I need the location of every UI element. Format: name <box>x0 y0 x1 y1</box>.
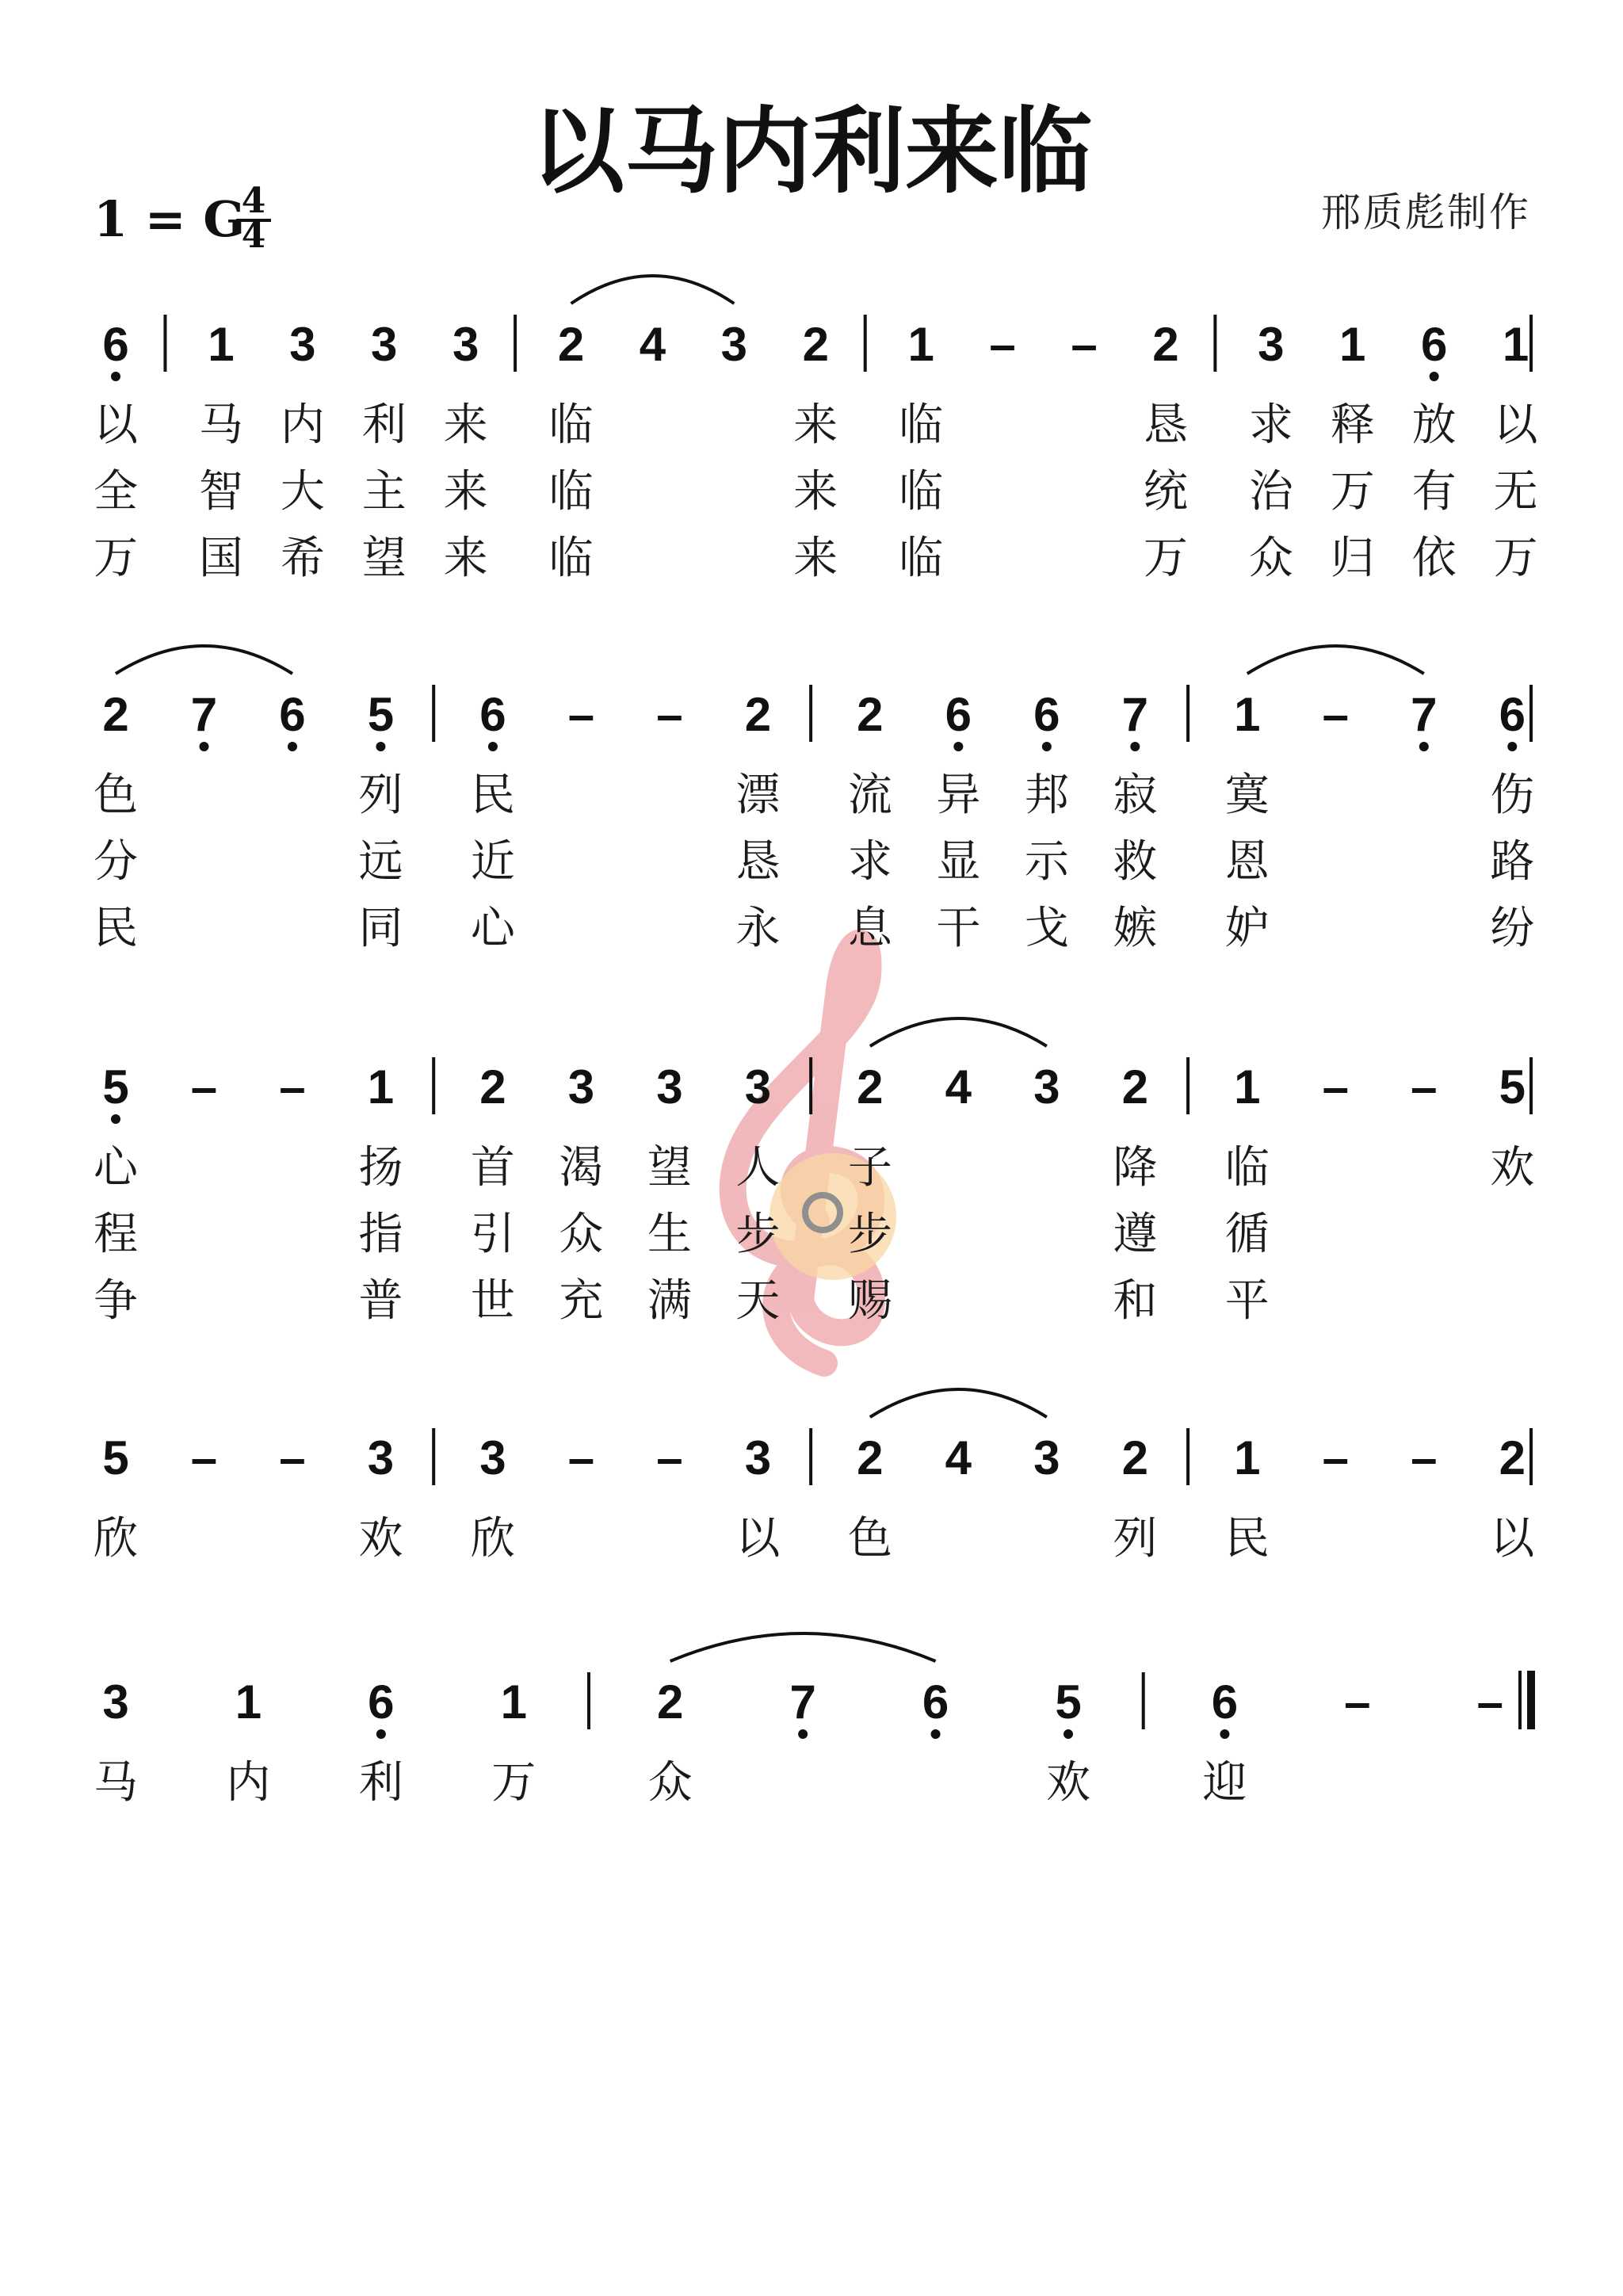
lyric-char: 永 <box>735 903 781 954</box>
note-dash: – <box>989 318 1016 371</box>
lyric-char: 满 <box>647 1275 692 1327</box>
lyric-char: 希 <box>280 533 325 584</box>
note-numeral: 1 <box>907 318 934 371</box>
lyric-char: 临 <box>548 533 594 584</box>
lyric-char: 循 <box>1224 1209 1270 1260</box>
note-numeral: 6 <box>1211 1675 1239 1729</box>
slur <box>571 276 735 304</box>
note-dash: – <box>190 1060 218 1114</box>
lyric-char: 利 <box>361 399 407 451</box>
note-numeral: 2 <box>857 1060 884 1114</box>
note-dash: – <box>1322 1431 1349 1484</box>
note-numeral: 3 <box>371 318 398 371</box>
lyric-char: 伤 <box>1490 770 1535 821</box>
lower-octave-dot <box>199 742 208 751</box>
note-numeral: 2 <box>479 1060 506 1114</box>
lyric-char: 临 <box>899 399 944 451</box>
note-numeral: 4 <box>639 318 666 371</box>
lyric-char: 心 <box>94 1142 138 1194</box>
note-numeral: 4 <box>945 1060 972 1114</box>
lyric-char: 充 <box>559 1275 604 1327</box>
lyric-char: 迎 <box>1202 1757 1247 1809</box>
note-numeral: 1 <box>1234 1431 1261 1484</box>
lyric-char: 民 <box>1224 1513 1270 1564</box>
lyric-char: 众 <box>559 1209 604 1260</box>
lyric-char: 主 <box>361 466 407 518</box>
note-numeral: 2 <box>857 688 884 741</box>
lyric-char: 归 <box>1330 533 1375 584</box>
lyric-char: 大 <box>280 466 325 518</box>
note-numeral: 3 <box>452 318 479 371</box>
lyric-char: 众 <box>1248 533 1293 584</box>
note-numeral: 6 <box>479 688 506 741</box>
lyric-char: 内 <box>226 1757 271 1809</box>
lyric-char: 欣 <box>470 1513 515 1564</box>
lyric-char: 近 <box>470 836 515 888</box>
lyric-char: 临 <box>548 466 594 518</box>
key-signature: 1 = G <box>94 190 246 248</box>
note-numeral: 6 <box>1033 688 1060 741</box>
lyric-char: 流 <box>847 770 892 821</box>
lyric-char: 欢 <box>1490 1142 1535 1194</box>
lyric-char: 程 <box>94 1209 138 1260</box>
note-numeral: 2 <box>802 318 829 371</box>
lower-octave-dot <box>1430 372 1439 381</box>
note-numeral: 4 <box>945 1431 972 1484</box>
author-credit: 邢质彪制作 <box>1321 189 1531 235</box>
lyric-char: 步 <box>847 1209 892 1260</box>
lyric-char: 利 <box>358 1757 403 1809</box>
note-numeral: 5 <box>1499 1060 1526 1114</box>
system-2 <box>94 646 1534 954</box>
lyric-char: 救 <box>1113 836 1158 888</box>
note-numeral: 1 <box>1234 1060 1261 1114</box>
note-numeral: 2 <box>557 318 585 371</box>
note-dash: – <box>1322 688 1349 741</box>
note-dash: – <box>279 1431 306 1484</box>
note-dash: – <box>1476 1675 1503 1729</box>
note-numeral: 3 <box>289 318 316 371</box>
lyric-char: 争 <box>94 1275 138 1327</box>
lyric-char: 求 <box>1248 399 1293 451</box>
note-numeral: 3 <box>1033 1431 1060 1484</box>
note-numeral: 6 <box>279 688 306 741</box>
note-numeral: 6 <box>945 688 972 741</box>
lower-octave-dot <box>288 742 297 751</box>
note-numeral: 7 <box>1121 688 1149 741</box>
lyric-char: 国 <box>198 533 243 584</box>
lyric-char: 马 <box>94 1757 138 1809</box>
note-numeral: 2 <box>1121 1060 1149 1114</box>
lyric-char: 治 <box>1248 466 1293 518</box>
lyric-char: 万 <box>94 533 138 584</box>
lyric-char: 赐 <box>847 1275 892 1327</box>
lyric-char: 放 <box>1411 399 1457 451</box>
note-dash: – <box>656 688 683 741</box>
slur <box>870 1018 1047 1046</box>
note-numeral: 1 <box>500 1675 527 1729</box>
lyric-char: 步 <box>735 1209 781 1260</box>
lower-octave-dot <box>1419 742 1429 751</box>
note-dash: – <box>1071 318 1098 371</box>
note-numeral: 2 <box>102 688 129 741</box>
lyric-char: 万 <box>1143 533 1188 584</box>
note-numeral: 3 <box>656 1060 683 1114</box>
lyric-char: 降 <box>1113 1142 1158 1194</box>
lyric-char: 妒 <box>1224 903 1270 954</box>
note-numeral: 7 <box>1411 688 1438 741</box>
lyric-char: 色 <box>94 770 138 821</box>
lyric-char: 嫉 <box>1113 903 1158 954</box>
note-numeral: 7 <box>789 1675 816 1729</box>
lyric-char: 渴 <box>559 1142 604 1194</box>
note-numeral: 2 <box>1152 318 1179 371</box>
note-numeral: 5 <box>367 688 395 741</box>
system-5 <box>94 1633 1531 1809</box>
note-numeral: 3 <box>567 1060 595 1114</box>
note-numeral: 5 <box>102 1431 129 1484</box>
note-numeral: 3 <box>102 1675 129 1729</box>
lyric-char: 漂 <box>735 770 781 821</box>
note-numeral: 3 <box>720 318 748 371</box>
lyric-char: 戈 <box>1024 903 1069 954</box>
lyric-char: 邦 <box>1024 770 1069 821</box>
system-4 <box>94 1389 1536 1564</box>
lower-octave-dot <box>376 742 385 751</box>
note-numeral: 3 <box>479 1431 506 1484</box>
lyric-char: 首 <box>470 1142 515 1194</box>
slur <box>670 1633 936 1661</box>
note-numeral: 1 <box>1339 318 1366 371</box>
lyric-char: 息 <box>847 903 892 954</box>
note-numeral: 2 <box>1499 1431 1526 1484</box>
lower-octave-dot <box>376 1729 386 1739</box>
note-numeral: 1 <box>208 318 235 371</box>
lyric-char: 来 <box>443 533 488 584</box>
lyric-char: 以 <box>1493 399 1538 451</box>
lyric-char: 纷 <box>1490 903 1535 954</box>
note-numeral: 3 <box>1258 318 1285 371</box>
note-dash: – <box>567 688 595 741</box>
note-dash: – <box>1322 1060 1349 1114</box>
note-numeral: 6 <box>102 318 129 371</box>
lyric-char: 列 <box>358 770 403 821</box>
lyric-char: 民 <box>470 770 515 821</box>
lyric-char: 列 <box>1113 1513 1158 1564</box>
note-numeral: 6 <box>1499 688 1526 741</box>
lyric-char: 临 <box>1224 1142 1270 1194</box>
lyric-char: 异 <box>936 770 981 821</box>
song-title: 以马内利来临 <box>530 96 1093 206</box>
lyric-char: 众 <box>647 1757 693 1809</box>
lower-octave-dot <box>488 742 498 751</box>
lyric-char: 人 <box>735 1142 781 1194</box>
note-numeral: 3 <box>367 1431 395 1484</box>
lower-octave-dot <box>111 1114 120 1124</box>
lyric-char: 寂 <box>1113 770 1158 821</box>
lower-octave-dot <box>111 372 120 381</box>
lyric-char: 求 <box>847 836 892 888</box>
lyric-char: 恳 <box>735 836 781 888</box>
lyric-char: 以 <box>735 1513 781 1564</box>
lyric-char: 全 <box>94 466 138 518</box>
lyric-char: 临 <box>899 533 944 584</box>
lyric-char: 寞 <box>1224 770 1270 821</box>
lyric-char: 恩 <box>1224 836 1270 888</box>
lyric-char: 干 <box>936 903 981 954</box>
note-dash: – <box>1411 1060 1438 1114</box>
note-numeral: 7 <box>190 688 218 741</box>
lyric-char: 色 <box>847 1513 892 1564</box>
lyric-char: 同 <box>358 903 403 954</box>
lyric-char: 分 <box>94 836 138 888</box>
lower-octave-dot <box>1064 1729 1073 1739</box>
lyric-char: 依 <box>1411 533 1457 584</box>
lyric-char: 以 <box>1490 1513 1535 1564</box>
note-numeral: 1 <box>1234 688 1261 741</box>
time-signature-bottom: 4 <box>241 216 266 256</box>
lower-octave-dot <box>1130 742 1140 751</box>
lyric-char: 万 <box>1493 533 1538 584</box>
slur <box>870 1389 1047 1417</box>
lyric-char: 欣 <box>94 1513 138 1564</box>
lyric-char: 来 <box>443 399 488 451</box>
note-numeral: 5 <box>1055 1675 1082 1729</box>
lyric-char: 民 <box>94 903 138 954</box>
lower-octave-dot <box>798 1729 808 1739</box>
time-signature-top: 4 <box>241 181 266 221</box>
note-numeral: 6 <box>368 1675 395 1729</box>
note-numeral: 3 <box>1033 1060 1060 1114</box>
lyric-char: 内 <box>280 399 325 451</box>
lyric-char: 平 <box>1224 1275 1270 1327</box>
lyric-char: 无 <box>1493 466 1538 518</box>
lyric-char: 普 <box>358 1275 403 1327</box>
lyric-char: 有 <box>1411 466 1457 518</box>
slur <box>1247 646 1424 674</box>
note-dash: – <box>1344 1675 1371 1729</box>
lyric-char: 扬 <box>358 1142 403 1194</box>
note-numeral: 3 <box>744 1060 772 1114</box>
note-dash: – <box>567 1431 595 1484</box>
lyric-char: 释 <box>1330 399 1375 451</box>
lower-octave-dot <box>931 1729 941 1739</box>
lyric-char: 万 <box>1330 466 1375 518</box>
note-numeral: 2 <box>744 688 772 741</box>
lyric-char: 来 <box>793 399 838 451</box>
lyric-char: 指 <box>358 1209 403 1260</box>
lyric-char: 临 <box>548 399 594 451</box>
note-numeral: 1 <box>235 1675 262 1729</box>
note-numeral: 2 <box>857 1431 884 1484</box>
lyric-char: 天 <box>735 1275 781 1327</box>
note-dash: – <box>190 1431 218 1484</box>
slur <box>116 646 292 674</box>
lower-octave-dot <box>953 742 963 751</box>
lower-octave-dot <box>1042 742 1052 751</box>
lyric-char: 子 <box>847 1142 892 1194</box>
lyric-char: 望 <box>647 1142 692 1194</box>
lyric-char: 来 <box>793 466 838 518</box>
lyric-char: 显 <box>936 836 981 888</box>
note-dash: – <box>1411 1431 1438 1484</box>
lyric-char: 望 <box>361 533 407 584</box>
lower-octave-dot <box>1507 742 1517 751</box>
system-1 <box>94 276 1540 584</box>
lyric-char: 来 <box>443 466 488 518</box>
note-dash: – <box>656 1431 683 1484</box>
lyric-char: 和 <box>1113 1275 1158 1327</box>
lyric-char: 遵 <box>1113 1209 1158 1260</box>
lyric-char: 世 <box>470 1275 515 1327</box>
lyric-char: 生 <box>647 1209 692 1260</box>
note-numeral: 3 <box>744 1431 772 1484</box>
lyric-char: 统 <box>1143 466 1188 518</box>
lyric-char: 临 <box>899 466 944 518</box>
note-numeral: 6 <box>1420 318 1448 371</box>
lyric-char: 马 <box>198 399 243 451</box>
lyric-char: 来 <box>793 533 838 584</box>
lyric-char: 恳 <box>1143 399 1188 451</box>
note-dash: – <box>279 1060 306 1114</box>
lyric-char: 欢 <box>358 1513 403 1564</box>
lyric-char: 示 <box>1024 836 1069 888</box>
note-numeral: 6 <box>922 1675 949 1729</box>
lyric-char: 引 <box>470 1209 515 1260</box>
lower-octave-dot <box>1220 1729 1229 1739</box>
note-numeral: 2 <box>657 1675 684 1729</box>
lyric-char: 欢 <box>1046 1757 1090 1809</box>
lyric-char: 智 <box>198 466 243 518</box>
note-numeral: 1 <box>1502 318 1529 371</box>
lyric-char: 远 <box>358 836 403 888</box>
note-numeral: 1 <box>367 1060 395 1114</box>
note-numeral: 5 <box>102 1060 129 1114</box>
note-numeral: 2 <box>1121 1431 1149 1484</box>
lyric-char: 万 <box>491 1757 537 1809</box>
lyric-char: 以 <box>94 399 138 451</box>
lyric-char: 路 <box>1490 836 1535 888</box>
lyric-char: 心 <box>470 903 515 954</box>
